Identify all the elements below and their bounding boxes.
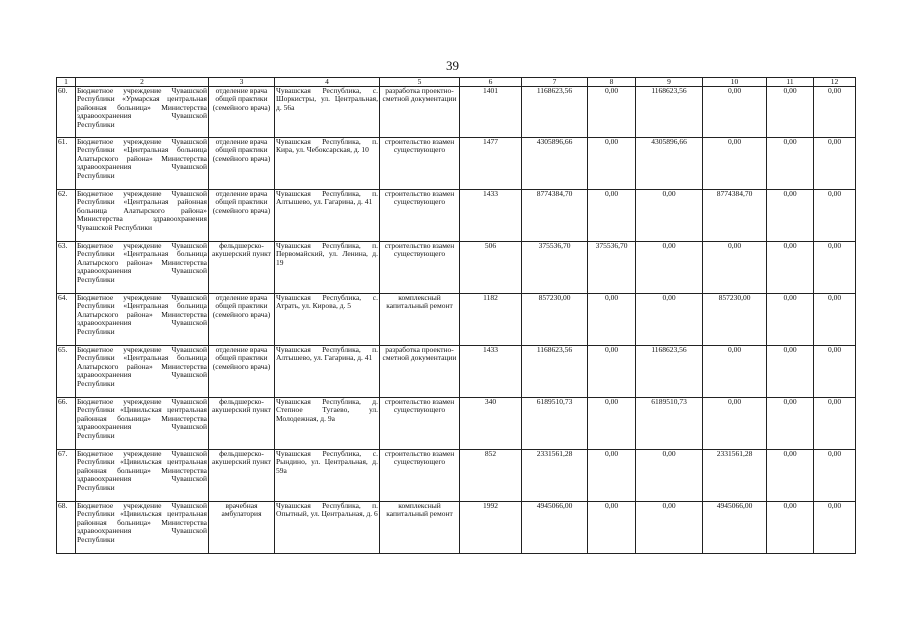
row-number: 64.: [57, 294, 76, 346]
facility-address: Чувашская Республика, п. Первомайский, ул. Ленина, д. 19: [275, 242, 380, 294]
amount-col-12: 0,00: [814, 450, 856, 502]
total-amount: 375536,70: [522, 242, 588, 294]
table-row: [57, 502, 856, 554]
institution-name: Бюджетное учреждение Чувашской Республики «Центральная районная больница Алатырского района» Министерства здравоохранения Чувашской Республики: [76, 190, 209, 242]
object-code: 1401: [460, 87, 522, 138]
amount-col-12: 0,00: [814, 398, 856, 450]
amount-col-8: 0,00: [588, 138, 636, 190]
column-number: 5: [380, 78, 460, 87]
total-amount: 2331561,28: [522, 450, 588, 502]
amount-col-11: 0,00: [767, 242, 814, 294]
amount-col-8: 0,00: [588, 502, 636, 554]
column-number: 11: [767, 78, 814, 87]
facility-address: Чувашская Республика, с. Рындино, ул. Центральная, д. 59а: [275, 450, 380, 502]
table-row: [57, 87, 856, 138]
amount-col-11: 0,00: [767, 87, 814, 138]
institution-name: Бюджетное учреждение Чувашской Республики «Цивильская центральная районная больница» Министерства здравоохранения Чувашской Республики: [76, 502, 209, 554]
table-row: [57, 398, 856, 450]
amount-col-11: 0,00: [767, 502, 814, 554]
amount-col-10: 0,00: [703, 346, 767, 398]
amount-col-9: 6189510,73: [636, 398, 703, 450]
column-number: 3: [209, 78, 275, 87]
facility-type: отделение врача общей практики (семейного врача): [209, 138, 275, 190]
facility-address: Чувашская Республика, д. Степное Тугаево, ул. Молодежная, д. 9а: [275, 398, 380, 450]
column-number: 10: [703, 78, 767, 87]
facility-type: отделение врача общей практики (семейного врача): [209, 346, 275, 398]
table-row: [57, 138, 856, 190]
facility-type: отделение врача общей практики (семейного врача): [209, 294, 275, 346]
amount-col-12: 0,00: [814, 190, 856, 242]
amount-col-8: 0,00: [588, 346, 636, 398]
facility-type: фельдшерско-акушерский пункт: [209, 242, 275, 294]
facility-address: Чувашская Республика, п. Кира, ул. Чебоксарская, д. 10: [275, 138, 380, 190]
facility-address: Чувашская Республика, п. Алтышево, ул. Гагарина, д. 41: [275, 346, 380, 398]
amount-col-9: 0,00: [636, 450, 703, 502]
total-amount: 1168623,56: [522, 87, 588, 138]
amount-col-8: 0,00: [588, 450, 636, 502]
total-amount: 6189510,73: [522, 398, 588, 450]
column-number: 6: [460, 78, 522, 87]
row-number: 62.: [57, 190, 76, 242]
facility-type: отделение врача общей практики (семейного врача): [209, 87, 275, 138]
column-number-row: [57, 78, 856, 87]
institution-name: Бюджетное учреждение Чувашской Республики «Центральная больница Алатырского района» Министерства здравоохранения Чувашской Республики: [76, 138, 209, 190]
column-number: 8: [588, 78, 636, 87]
amount-col-8: 0,00: [588, 294, 636, 346]
data-table: [56, 77, 856, 554]
table-row: [57, 190, 856, 242]
institution-name: Бюджетное учреждение Чувашской Республики «Центральная больница Алатырского района» Министерства здравоохранения Чувашской Республики: [76, 294, 209, 346]
amount-col-11: 0,00: [767, 190, 814, 242]
institution-name: Бюджетное учреждение Чувашской Республики «Центральная больница Алатырского района» Министерства здравоохранения Чувашской Республики: [76, 242, 209, 294]
row-number: 66.: [57, 398, 76, 450]
amount-col-10: 0,00: [703, 242, 767, 294]
facility-type: фельдшерско-акушерский пункт: [209, 450, 275, 502]
column-number: 7: [522, 78, 588, 87]
table-row: [57, 242, 856, 294]
facility-type: отделение врача общей практики (семейного врача): [209, 190, 275, 242]
facility-address: Чувашская Республика, п. Опытный, ул. Центральная, д. 6: [275, 502, 380, 554]
institution-name: Бюджетное учреждение Чувашской Республики «Цивильская центральная районная больница» Министерства здравоохранения Чувашской Республики: [76, 450, 209, 502]
row-number: 67.: [57, 450, 76, 502]
object-code: 1182: [460, 294, 522, 346]
amount-col-10: 2331561,28: [703, 450, 767, 502]
column-number: 4: [275, 78, 380, 87]
work-type: комплексный капитальный ремонт: [380, 502, 460, 554]
amount-col-10: 8774384,70: [703, 190, 767, 242]
row-number: 65.: [57, 346, 76, 398]
table-row: [57, 294, 856, 346]
facility-type: фельдшерско-акушерский пункт: [209, 398, 275, 450]
amount-col-11: 0,00: [767, 138, 814, 190]
object-code: 1433: [460, 346, 522, 398]
amount-col-12: 0,00: [814, 502, 856, 554]
facility-address: Чувашская Республика, с. Атрать, ул. Кирова, д. 5: [275, 294, 380, 346]
row-number: 60.: [57, 87, 76, 138]
total-amount: 1168623,56: [522, 346, 588, 398]
facility-address: Чувашская Республика, п. Алтышево, ул. Гагарина, д. 41: [275, 190, 380, 242]
amount-col-10: 0,00: [703, 87, 767, 138]
amount-col-9: 1168623,56: [636, 87, 703, 138]
amount-col-11: 0,00: [767, 294, 814, 346]
amount-col-9: 0,00: [636, 242, 703, 294]
object-code: 1477: [460, 138, 522, 190]
work-type: строительство взамен существующего: [380, 138, 460, 190]
work-type: разработка проектно-сметной документации: [380, 346, 460, 398]
work-type: строительство взамен существующего: [380, 450, 460, 502]
amount-col-12: 0,00: [814, 346, 856, 398]
object-code: 506: [460, 242, 522, 294]
column-number: 9: [636, 78, 703, 87]
row-number: 63.: [57, 242, 76, 294]
amount-col-10: 0,00: [703, 138, 767, 190]
amount-col-12: 0,00: [814, 138, 856, 190]
amount-col-9: 0,00: [636, 502, 703, 554]
amount-col-9: 4305896,66: [636, 138, 703, 190]
object-code: 340: [460, 398, 522, 450]
amount-col-9: 0,00: [636, 294, 703, 346]
facility-address: Чувашская Республика, с. Шоркистры, ул. Центральная, д. 56а: [275, 87, 380, 138]
amount-col-12: 0,00: [814, 87, 856, 138]
row-number: 61.: [57, 138, 76, 190]
amount-col-8: 0,00: [588, 398, 636, 450]
amount-col-10: 4945066,00: [703, 502, 767, 554]
column-number: 2: [76, 78, 209, 87]
object-code: 1992: [460, 502, 522, 554]
table-row: [57, 346, 856, 398]
amount-col-9: 1168623,56: [636, 346, 703, 398]
amount-col-8: 0,00: [588, 190, 636, 242]
total-amount: 4945066,00: [522, 502, 588, 554]
institution-name: Бюджетное учреждение Чувашской Республики «Центральная больница Алатырского района» Министерства здравоохранения Чувашской Республики: [76, 346, 209, 398]
amount-col-8: 0,00: [588, 87, 636, 138]
amount-col-12: 0,00: [814, 294, 856, 346]
page-number: 39: [446, 58, 459, 73]
object-code: 852: [460, 450, 522, 502]
institution-name: Бюджетное учреждение Чувашской Республики «Цивильская центральная районная больница» Министерства здравоохранения Чувашской Республики: [76, 398, 209, 450]
table-row: [57, 450, 856, 502]
amount-col-10: 857230,00: [703, 294, 767, 346]
total-amount: 8774384,70: [522, 190, 588, 242]
facility-type: врачебная амбулатория: [209, 502, 275, 554]
amount-col-11: 0,00: [767, 450, 814, 502]
amount-col-12: 0,00: [814, 242, 856, 294]
amount-col-10: 0,00: [703, 398, 767, 450]
work-type: строительство взамен существующего: [380, 190, 460, 242]
row-number: 68.: [57, 502, 76, 554]
amount-col-11: 0,00: [767, 398, 814, 450]
column-number: 1: [57, 78, 76, 87]
work-type: разработка проектно-сметной документации: [380, 87, 460, 138]
amount-col-8: 375536,70: [588, 242, 636, 294]
work-type: строительство взамен существующего: [380, 242, 460, 294]
total-amount: 4305896,66: [522, 138, 588, 190]
work-type: строительство взамен существующего: [380, 398, 460, 450]
object-code: 1433: [460, 190, 522, 242]
total-amount: 857230,00: [522, 294, 588, 346]
amount-col-9: 0,00: [636, 190, 703, 242]
institution-name: Бюджетное учреждение Чувашской Республики «Урмарская центральная районная больница» Министерства здравоохранения Чувашской Республики: [76, 87, 209, 138]
amount-col-11: 0,00: [767, 346, 814, 398]
work-type: комплексный капитальный ремонт: [380, 294, 460, 346]
column-number: 12: [814, 78, 856, 87]
